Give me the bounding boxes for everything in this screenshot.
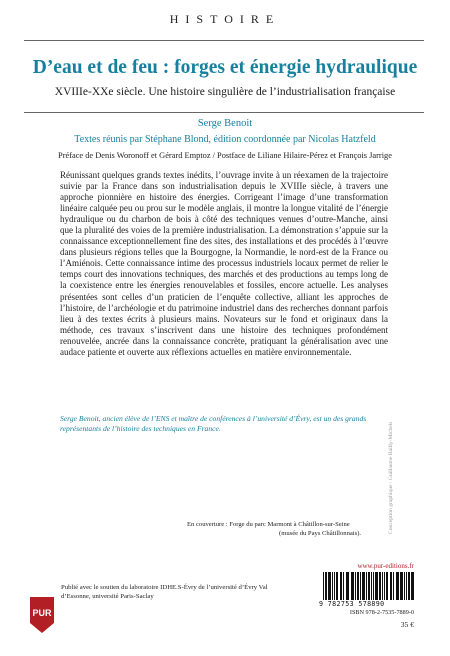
book-title: D’eau et de feu : forges et énergie hydraulique xyxy=(32,57,418,78)
cover-caption-line2: (musée du Pays Châtillonnais). xyxy=(279,529,362,537)
pur-logo-icon xyxy=(27,595,57,635)
editors-line: Textes réunis par Stéphane Blond, édition coordonnée par Nicolas Hatzfeld xyxy=(74,134,376,145)
barcode-bar xyxy=(409,572,410,600)
publisher-website[interactable]: www.pur-editions.fr xyxy=(357,562,414,570)
barcode xyxy=(323,572,415,600)
barcode-bar xyxy=(413,572,414,600)
barcode-bar xyxy=(325,572,326,600)
series-label: HISTOIRE xyxy=(169,12,281,26)
barcode-bar xyxy=(360,572,361,600)
barcode-bar xyxy=(341,572,343,600)
author-bio xyxy=(60,414,388,434)
barcode-bar xyxy=(355,572,356,600)
barcode-bar xyxy=(347,572,348,600)
barcode-bar xyxy=(398,572,399,600)
support-note: Publié avec le soutien du laboratoire IDHE.S-Évry de l’université d’Évry Val d’Essonne, université Paris-Saclay xyxy=(61,584,268,600)
barcode-bar xyxy=(330,572,331,600)
summary-text: Réunissant quelques grands textes inédits, l’ouvrage invite à un réexamen de la trajectoire suivie par la France dans son industrialisation depuis le XVIIIe siècle, à travers une approche pionnière en histoire des énergies. Corrigeant l’image d’une transformation linéaire calquée peu ou prou sur le modèle anglais, il montre la longue vitalité de l’énergie hydraulique ou du charbon de bois à côté des techniques venues d’outre-Manche, ainsi que la pluralité des voies de la première industrialisation. La démonstration s’appuie sur la connaissance exceptionnellement fine des sites, des installations et des procédés à l’œuvre dans plusieurs régions telles que la Bourgogne, la Normandie, le nord-est de la France ou l’Amiénois. Cette connaissance intime des processus industriels locaux permet de relier le temps court des innovations techniques, des marchés et des productions au temps long de la coexistence entre les énergies renouvelables et fossiles, encore actuelle. Les analyses présentées sont celles d’un praticien de l’enquête collective, alliant les approches de l’histoire, de l’archéologie et du patrimoine industriel dans des recherches donnant parfois lieu à des textes écrits à plusieurs mains. Novateurs sur le fond et originaux dans la méthode, ces travaux s’inscrivent dans une histoire des techniques profondément renouvelée, ancrée dans la connaissance concrète, pratiquant la généralisation avec une audace patiente et ouverte aux réflexions actuelles en matière environnementale. xyxy=(60,170,388,357)
barcode-bar xyxy=(343,572,344,600)
barcode-bar xyxy=(393,572,394,600)
barcode-bar xyxy=(402,572,403,600)
barcode-bar xyxy=(326,572,327,600)
book-subtitle: XVIIIe-XXe siècle. Une histoire singulière de l’industrialisation française xyxy=(54,86,396,98)
barcode-bar xyxy=(371,572,372,600)
barcode-bar xyxy=(375,572,376,600)
barcode-bar xyxy=(408,572,409,600)
barcode-bar xyxy=(387,572,388,600)
top-divider xyxy=(24,40,424,41)
design-credit: Conception graphique : Guillaume Bailly-Michels xyxy=(388,421,394,534)
barcode-bar xyxy=(404,572,405,600)
barcode-digits: 9 782753 578890 xyxy=(319,600,385,608)
barcode-bar xyxy=(391,572,393,600)
title-divider xyxy=(24,112,424,113)
barcode-bar xyxy=(382,572,383,600)
bio-text: , ancien élève de l’ENS et maître de conférences à l’université d’Évry, est un des grands représentants de l’histoire des techniques en France. xyxy=(60,414,367,434)
cover-caption-line1: En couverture : Forge du parc Marmont à Châtillon-sur-Seine xyxy=(187,521,350,528)
barcode-bar xyxy=(358,572,359,600)
author-name: Serge Benoit xyxy=(197,118,253,129)
barcode-bar xyxy=(363,572,365,600)
price: 35 € xyxy=(400,620,414,629)
barcode-bar xyxy=(353,572,354,600)
preface-line: Préface de Denis Woronoff et Gérard Emptoz / Postface de Liliane Hilaire-Pérez et François Jarrige xyxy=(58,151,392,160)
cover-caption xyxy=(187,521,407,538)
barcode-bar xyxy=(332,572,333,600)
logo-text: PUR xyxy=(32,608,52,618)
barcode-bar xyxy=(348,572,349,600)
bio-author-name: Serge Benoit xyxy=(60,414,99,423)
isbn: ISBN 978-2-7535-7889-0 xyxy=(349,609,414,616)
barcode-bar xyxy=(376,572,378,600)
barcode-bar xyxy=(366,572,367,600)
barcode-bar xyxy=(380,572,381,600)
barcode-bar xyxy=(336,572,337,600)
barcode-bar xyxy=(386,572,387,600)
barcode-bar xyxy=(397,572,398,600)
barcode-bar xyxy=(369,572,370,600)
barcode-bar xyxy=(337,572,338,600)
